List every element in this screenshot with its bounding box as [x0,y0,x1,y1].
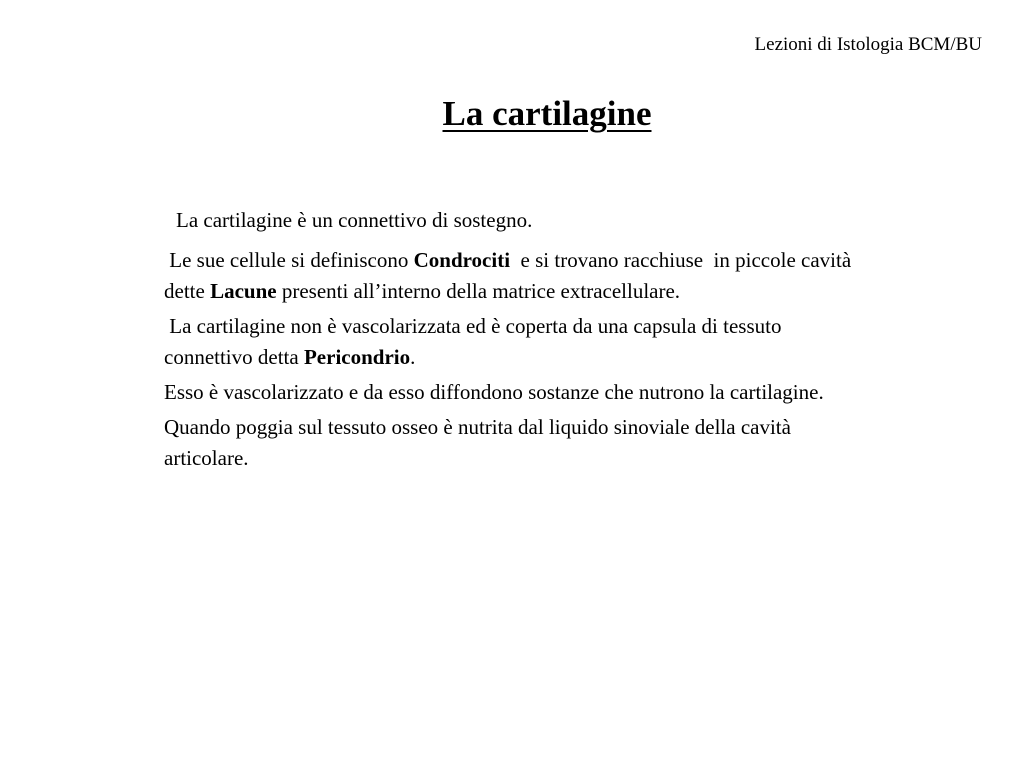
slide-header: Lezioni di Istologia BCM/BU [754,34,982,55]
term-lacune: Lacune [210,279,277,303]
paragraph-nutrition: Esso è vascolarizzato e da esso diffondono sostanze che nutrono la cartilagine. [164,380,824,404]
paragraph-cells [164,245,864,307]
paragraph-cells-text-3: presenti all’interno della matrice extracellulare. [276,279,681,303]
paragraph-vascularization-text-2: . [410,345,416,369]
paragraph-vascularization [164,311,864,373]
slide-body [164,205,864,478]
paragraph-definition: La cartilagine è un connettivo di sostegno. [176,208,533,232]
term-condrociti: Condrociti [413,248,511,272]
paragraph-cells-text-2: e si trovano racchiuse in piccole cavità dette [164,248,857,303]
paragraph-vascularization-text-1: La cartilagine non è vascolarizzata ed è coperta da una capsula di tessuto connettivo detta [164,314,787,369]
term-pericondrio: Pericondrio [303,345,411,369]
paragraph-cells-text-1: Le sue cellule si definiscono [164,248,414,272]
slide-title: La cartilagine [442,94,652,133]
paragraph-synovial: Quando poggia sul tessuto osseo è nutrita dal liquido sinoviale della cavità articolare. [164,415,791,470]
